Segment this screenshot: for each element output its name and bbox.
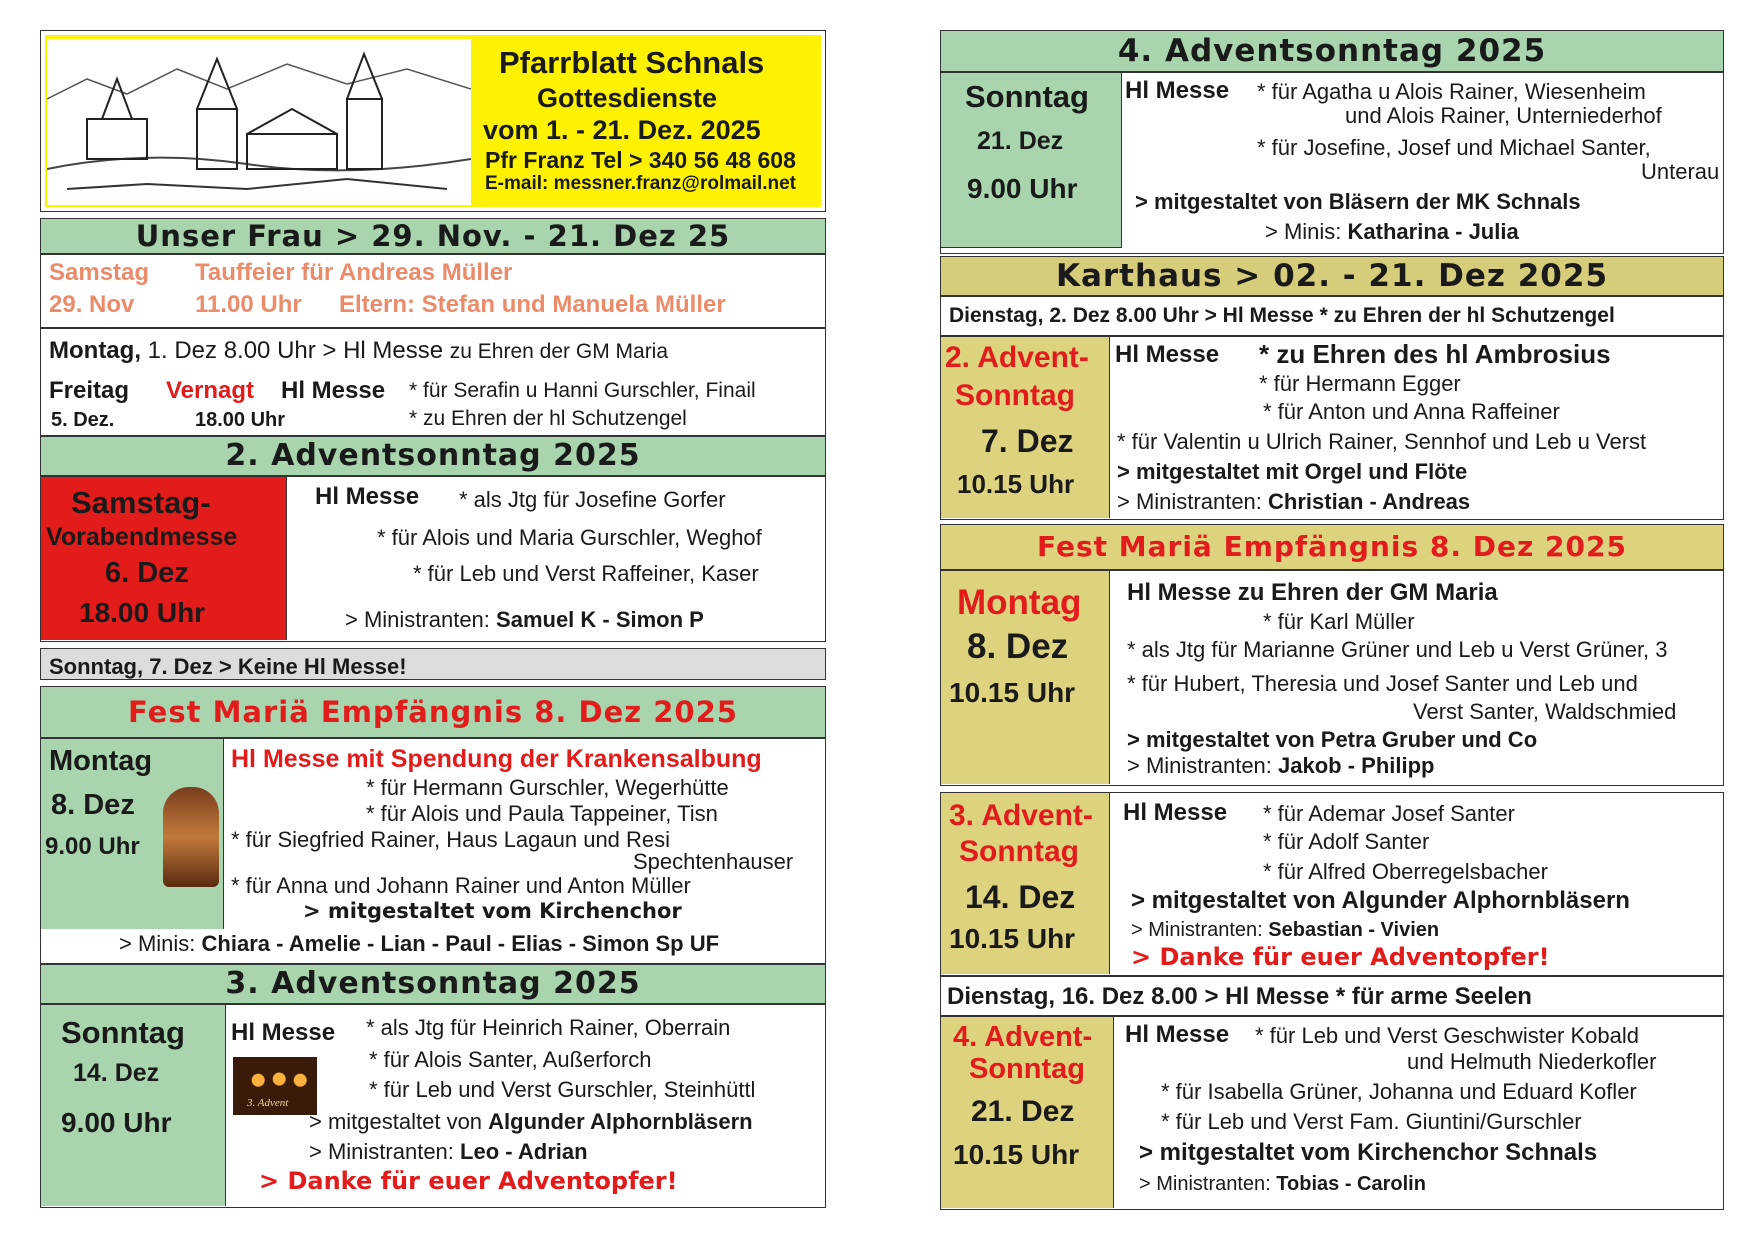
advent3-right-intent1: * für Ademar Josef Santer [1263, 801, 1515, 826]
advent2-right-l1: 2. Advent- [945, 341, 1089, 374]
montag8-right-intent3b: Verst Santer, Waldschmied [1413, 699, 1677, 724]
freitag-date: 5. Dez. [51, 409, 115, 431]
advent2-right-mini-label: > Ministranten: [1117, 489, 1262, 514]
montag8-right-intent4: > mitgestaltet von Petra Gruber und Co [1127, 727, 1538, 752]
advent3-right-intent3: * für Alfred Oberregelsbacher [1263, 859, 1548, 884]
sonntag14-hl: Hl Messe [231, 1019, 336, 1046]
advent3-right-l3: 14. Dez [965, 879, 1076, 915]
advent2-right-intent4: * für Valentin u Ulrich Rainer, Sennhof und Leb u Verst [1117, 429, 1647, 454]
dienstag16-b: * für [1335, 983, 1384, 1010]
sonntag14-intent1: * als Jtg für Heinrich Rainer, Oberrain [366, 1015, 731, 1040]
advent2-right-hl: Hl Messe [1115, 341, 1220, 368]
advent4-right-l1: 4. Advent- [953, 1021, 1093, 1053]
samstag-l2: Vorabendmesse [46, 523, 238, 551]
samstag-mini-line [345, 607, 704, 633]
samstag-l4: 18.00 Uhr [79, 597, 206, 628]
sonntag21-l1: Sonntag [965, 79, 1089, 114]
advent2-right-l3: 7. Dez [981, 423, 1074, 459]
freitag-day: Freitag [49, 377, 130, 404]
advent3-right-mini-label: > Ministranten: [1131, 919, 1263, 941]
advent2-right-intent1: * zu Ehren des hl Ambrosius [1259, 339, 1611, 369]
sonntag14-intent4a: > mitgestaltet von [309, 1109, 483, 1134]
advent3-right-intent4a: > mitgestaltet von [1131, 887, 1336, 914]
advent4-right-intent4: > mitgestaltet vom Kirchenchor Schnals [1139, 1139, 1598, 1166]
sonntag21-l3: 9.00 Uhr [967, 173, 1078, 204]
advent2-right-intent3: * für Anton und Anna Raffeiner [1263, 399, 1560, 424]
header-email[interactable]: E-mail: messner.franz@rolmail.net [485, 173, 797, 194]
sonntag14-l3: 9.00 Uhr [61, 1107, 172, 1138]
montag8-right-intent1: * für Karl Müller [1263, 609, 1415, 634]
band-advent4: 4. Adventsonntag 2025 [940, 30, 1724, 72]
sonntag14-thanks: > Danke für euer Adventopfer! [259, 1167, 678, 1195]
advent3-right-l1: 3. Advent- [949, 799, 1093, 832]
sonntag21-box [940, 72, 1724, 254]
montag8-left-mini-label: > Minis: [119, 931, 196, 956]
samstag-hl: Hl Messe [315, 483, 420, 510]
montag8-left-head: Hl Messe mit Spendung der Krankensalbung [231, 745, 762, 773]
advent4-right-l4: 10.15 Uhr [953, 1139, 1080, 1170]
sonntag21-l2: 21. Dez [977, 127, 1064, 155]
samstag-l1: Samstag- [71, 485, 211, 520]
samstag-mini-label: > Ministranten: [345, 607, 490, 632]
montag8-left-intent3: * für Siegfried Rainer, Haus Lagaun und Resi [231, 827, 671, 852]
montag8-left-intent4: * für Anna und Johann Rainer und Anton Müller [231, 873, 691, 898]
sonntag14-l1: Sonntag [61, 1015, 185, 1050]
advent2-right-mini: Christian - Andreas [1268, 489, 1471, 514]
advent4-right-l3: 21. Dez [971, 1095, 1075, 1128]
montag8-left-intent5: > mitgestaltet vom Kirchenchor [303, 899, 682, 923]
church-sketch [47, 39, 471, 205]
sonntag21-intent3: > mitgestaltet von Bläsern der MK Schnals [1135, 189, 1581, 214]
advent4-right-hl: Hl Messe [1125, 1021, 1230, 1048]
montag1-rest: 1. Dez 8.00 Uhr > Hl Messe [147, 337, 444, 364]
freitag-hl: Hl Messe [281, 377, 386, 404]
sonntag21-intent1: * für Agatha u Alois Rainer, Wiesenheim [1257, 79, 1646, 104]
advent3-right-l2: Sonntag [959, 835, 1079, 868]
advent2-right-l4: 10.15 Uhr [957, 469, 1075, 499]
sonntag14-mini-line [309, 1139, 588, 1165]
advent4-right-intent1b: und Helmuth Niederkofler [1407, 1049, 1657, 1074]
sonntag21-mini-label: > Minis: [1265, 219, 1342, 244]
header-box [40, 30, 826, 212]
freitag-intent2: * zu Ehren der hl Schutzengel [409, 407, 687, 430]
band-fest-right: Fest Mariä Empfängnis 8. Dez 2025 [940, 524, 1724, 570]
freitag-intent1: * für Serafin u Hanni Gurschler, Finail [409, 379, 756, 402]
samstag-mini: Samuel K - Simon P [496, 607, 704, 632]
tauf-date: 29. Nov [49, 291, 135, 318]
freitag-time: 18.00 Uhr [195, 409, 286, 431]
montag8-left-intent3b: Spechtenhauser [633, 849, 794, 874]
samstag-l3: 6. Dez [105, 557, 189, 589]
advent4-right-mini-label: > Ministranten: [1139, 1173, 1271, 1195]
montag1-line [49, 337, 668, 365]
advent4-right-mini-line [1139, 1173, 1426, 1196]
samstag-box [40, 476, 826, 642]
advent3-right-intent4-line [1131, 887, 1630, 915]
montag8-left-mini-line [119, 931, 719, 957]
advent4-right-box [940, 1016, 1724, 1210]
advent2-right-intent2: * für Hermann Egger [1259, 371, 1461, 396]
sonntag14-intent4-line [309, 1109, 753, 1135]
header-subtitle: Gottesdienste [537, 83, 718, 113]
sonntag21-mini-line [1265, 219, 1519, 245]
montag8-right-intent2: * als Jtg für Marianne Grüner und Leb u Verst Grüner, 3 [1127, 637, 1668, 662]
dienstag16-row [940, 976, 1724, 1016]
dienstag2-row: Dienstag, 2. Dez 8.00 Uhr > Hl Messe * zu Ehren der hl Schutzengel [940, 296, 1724, 336]
band-fest-left: Fest Mariä Empfängnis 8. Dez 2025 [40, 686, 826, 738]
band-advent2: 2. Adventsonntag 2025 [40, 436, 826, 476]
montag8-right-l2: 8. Dez [967, 627, 1069, 666]
sonntag7-row: Sonntag, 7. Dez > Keine Hl Messe! [40, 648, 826, 680]
advent2-right-mini-line [1117, 489, 1470, 515]
tauf-line2: Eltern: Stefan und Manuela Müller [339, 291, 726, 318]
montag8-left-l3: 9.00 Uhr [45, 833, 140, 860]
sonntag21-intent2b: Unterau [1641, 159, 1720, 184]
montag8-right-intent3: * für Hubert, Theresia und Josef Santer und Leb und [1127, 671, 1638, 696]
montag8-right-l3: 10.15 Uhr [949, 677, 1076, 708]
advent4-right-l2: Sonntag [969, 1053, 1085, 1085]
header-title: Pfarrblatt Schnals [499, 45, 765, 80]
band-karthaus: Karthaus > 02. - 21. Dez 2025 [940, 256, 1724, 296]
montag8-left-intent1: * für Hermann Gurschler, Wegerhütte [366, 775, 729, 800]
advent2-right-intent5: > mitgestaltet mit Orgel und Flöte [1117, 459, 1468, 484]
advent3-right-mini: Sebastian - Vivien [1268, 919, 1440, 941]
montag8-right-box [940, 570, 1724, 786]
dienstag16-a: Dienstag, 16. Dez 8.00 > Hl Messe [947, 983, 1330, 1010]
advent3-right-box [940, 792, 1724, 976]
advent4-right-mini: Tobias - Carolin [1276, 1173, 1426, 1195]
montag8-right-mini: Jakob - Philipp [1278, 753, 1435, 778]
montag8-left-mini: Chiara - Amelie - Lian - Paul - Elias - Simon Sp UF [201, 931, 720, 956]
candle-label: 3. Advent [247, 1097, 289, 1109]
header-dates: vom 1. - 21. Dez. 2025 [483, 115, 761, 145]
sonntag21-hl: Hl Messe [1125, 77, 1230, 104]
sonntag21-mini: Katharina - Julia [1347, 219, 1519, 244]
sonntag14-intent2: * für Alois Santer, Außerforch [369, 1047, 652, 1072]
montag8-left-l2: 8. Dez [51, 789, 135, 821]
dienstag16-c: arme Seelen [1390, 983, 1532, 1010]
sonntag14-box [40, 1004, 826, 1208]
sonntag14-intent4b: Algunder Alphornbläsern [488, 1109, 753, 1134]
montag8-right-mini-line [1127, 753, 1435, 779]
montag8-left-l1: Montag [49, 745, 153, 777]
sonntag21-intent1b: und Alois Rainer, Unterniederhof [1345, 103, 1662, 128]
advent3-right-thanks: > Danke für euer Adventopfer! [1131, 943, 1550, 971]
montag8-right-mini-label: > Ministranten: [1127, 753, 1272, 778]
montag1-small: zu Ehren der GM Maria [449, 340, 669, 363]
header-contact: Pfr Franz Tel > 340 56 48 608 [485, 147, 796, 173]
montag1-day: Montag, [49, 337, 141, 364]
advent2-right-l2: Sonntag [955, 379, 1075, 412]
samstag-intent2: * für Alois und Maria Gurschler, Weghof [377, 525, 762, 550]
weekday-box [40, 328, 826, 436]
advent3-right-mini-line [1131, 919, 1439, 942]
advent3-right-intent2: * für Adolf Santer [1263, 829, 1430, 854]
samstag-intent1: * als Jtg für Josefine Gorfer [459, 487, 726, 512]
montag8-left-intent2: * für Alois und Paula Tappeiner, Tisn [366, 801, 718, 826]
montag8-left-box [40, 738, 826, 964]
advent4-right-intent3: * für Leb und Verst Fam. Giuntini/Gurschler [1161, 1109, 1582, 1134]
samstag-intent3: * für Leb und Verst Raffeiner, Kaser [413, 561, 759, 586]
tauf-box [40, 254, 826, 328]
sonntag14-mini-label: > Ministranten: [309, 1139, 454, 1164]
advent4-right-intent1: * für Leb und Verst Geschwister Kobald [1255, 1023, 1639, 1048]
candle-image [233, 1057, 317, 1115]
band-advent3-left: 3. Adventsonntag 2025 [40, 964, 826, 1004]
sonntag14-l2: 14. Dez [73, 1059, 160, 1087]
advent3-right-intent4b: Algunder Alphornbläsern [1341, 887, 1630, 914]
tauf-time: 11.00 Uhr [195, 291, 302, 318]
advent2-right-box [940, 336, 1724, 520]
tauf-line1: Tauffeier für Andreas Müller [195, 259, 513, 286]
advent3-right-l4: 10.15 Uhr [949, 923, 1076, 954]
montag8-right-l1: Montag [957, 583, 1082, 622]
freitag-vernagt: Vernagt [166, 377, 255, 404]
tauf-day: Samstag [49, 259, 150, 286]
advent3-right-hl: Hl Messe [1123, 799, 1228, 826]
sonntag14-mini: Leo - Adrian [460, 1139, 588, 1164]
advent4-right-intent2: * für Isabella Grüner, Johanna und Eduard Kofler [1161, 1079, 1637, 1104]
sonntag14-intent3: * für Leb und Verst Gurschler, Steinhüttl [369, 1077, 756, 1102]
madonna-statue [163, 787, 219, 887]
sonntag21-intent2: * für Josefine, Josef und Michael Santer, [1257, 135, 1651, 160]
montag8-right-head: Hl Messe zu Ehren der GM Maria [1127, 579, 1498, 606]
band-unser-frau: Unser Frau > 29. Nov. - 21. Dez 25 [40, 218, 826, 254]
